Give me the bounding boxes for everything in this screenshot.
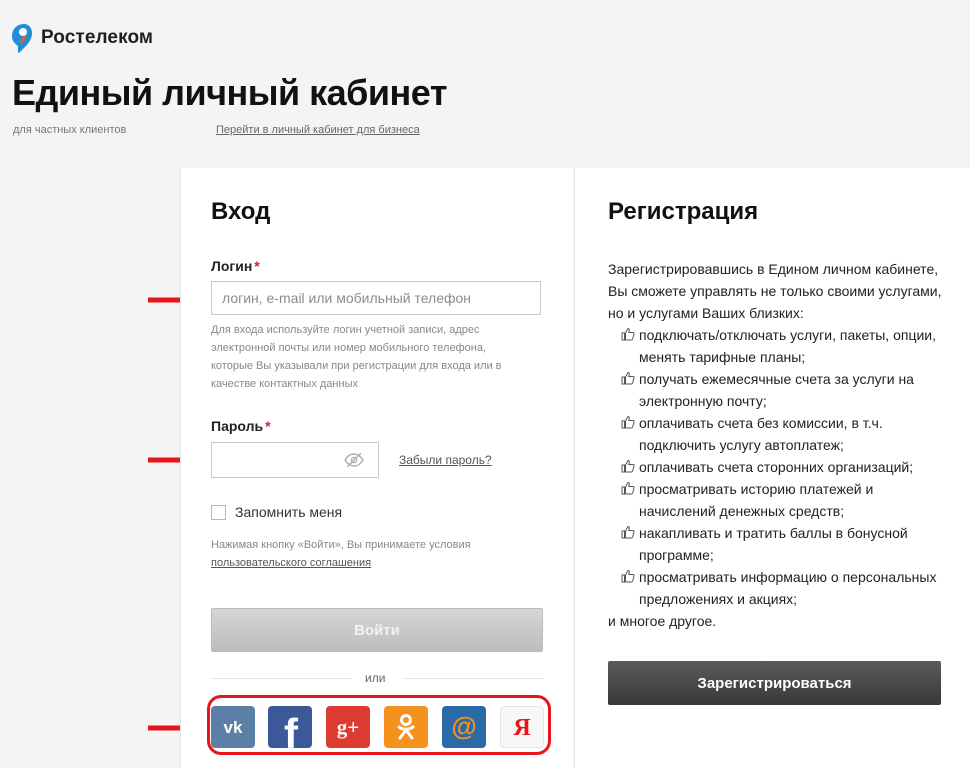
benefit-text: оплачивать счета без комиссии, в т.ч. подключить услугу автоплатеж;: [639, 415, 883, 453]
benefit-text: получать ежемесячные счета за услуги на электронную почту;: [639, 371, 914, 409]
page-subtitle: для частных клиентов: [13, 124, 127, 136]
or-divider: или: [365, 671, 386, 685]
login-button[interactable]: Войти: [211, 608, 543, 652]
svg-text:f: f: [284, 710, 298, 748]
benefit-text: просматривать историю платежей и начислений денежных средств;: [639, 481, 874, 519]
benefit-item: [621, 324, 948, 368]
google-plus-login-button[interactable]: [326, 706, 370, 748]
required-mark: *: [254, 258, 260, 274]
svg-text:g+: g+: [336, 715, 360, 739]
mail-ru-login-button[interactable]: [442, 706, 486, 748]
password-label: [211, 418, 271, 434]
registration-description: [608, 258, 948, 632]
remember-me-checkbox[interactable]: [211, 505, 226, 520]
thumbs-up-icon: [621, 371, 635, 385]
login-hint: Для входа используйте логин учетной записи, адрес электронной почты или номер мобильного телефона, которые Вы указывали при регистрации для входа или в качестве контактных данных: [211, 324, 502, 390]
login-title: Вход: [211, 198, 271, 225]
divider-line: [211, 678, 351, 679]
divider-line: [403, 678, 543, 679]
thumbs-up-icon: [621, 569, 635, 583]
vk-login-button[interactable]: [211, 706, 255, 748]
benefit-item: [621, 566, 948, 610]
vk-icon: [219, 718, 247, 736]
terms-notice: [211, 536, 541, 572]
google-plus-icon: [333, 715, 363, 739]
registration-panel: [574, 168, 970, 768]
forgot-password-link[interactable]: Забыли пароль?: [399, 453, 492, 467]
user-agreement-link[interactable]: пользовательского соглашения: [211, 557, 372, 569]
login-panel: [180, 168, 573, 768]
terms-text: Нажимая кнопку «Войти», Вы принимаете условия: [211, 539, 471, 551]
svg-text:vk: vk: [223, 718, 243, 736]
benefit-item: [621, 456, 948, 478]
odnoklassniki-icon: [396, 713, 416, 741]
thumbs-up-icon: [621, 415, 635, 429]
benefit-text: накапливать и тратить баллы в бонусной программе;: [639, 525, 908, 563]
brand-name: Ростелеком: [41, 27, 154, 48]
benefit-item: [621, 368, 948, 412]
required-mark: *: [265, 418, 271, 434]
password-field: [211, 442, 379, 478]
benefit-item: [621, 478, 948, 522]
yandex-icon: [510, 713, 534, 741]
password-input[interactable]: [212, 443, 358, 477]
eye-crossed-icon[interactable]: [344, 452, 364, 468]
thumbs-up-icon: [621, 481, 635, 495]
login-label: [211, 258, 260, 274]
benefits-list: [608, 324, 948, 610]
login-input[interactable]: [211, 281, 541, 315]
password-label-text: Пароль: [211, 418, 264, 434]
benefit-text: подключать/отключать услуги, пакеты, опции, менять тарифные планы;: [639, 327, 937, 365]
rostelecom-logo[interactable]: [10, 22, 153, 54]
mail-ru-icon: [449, 712, 479, 742]
thumbs-up-icon: [621, 327, 635, 341]
remember-me-label: Запомнить меня: [235, 504, 343, 520]
thumbs-up-icon: [621, 459, 635, 473]
svg-text:@: @: [451, 712, 477, 741]
benefit-text: оплачивать счета сторонних организаций;: [639, 459, 914, 475]
registration-title: Регистрация: [608, 198, 759, 225]
facebook-icon: [278, 710, 302, 748]
svg-text:Я: Я: [513, 715, 531, 741]
benefit-item: [621, 522, 948, 566]
page-title: Единый личный кабинет: [12, 72, 447, 113]
odnoklassniki-login-button[interactable]: [384, 706, 428, 748]
login-label-text: Логин: [211, 258, 253, 274]
rostelecom-logo-icon: [10, 22, 34, 54]
thumbs-up-icon: [621, 525, 635, 539]
register-button[interactable]: Зарегистрироваться: [608, 661, 941, 705]
facebook-login-button[interactable]: [268, 706, 312, 748]
remember-me[interactable]: [211, 504, 342, 520]
registration-intro: Зарегистрировавшись в Едином личном кабинете, Вы сможете управлять не только своими услугами, но и услугами Ваших близких:: [608, 261, 942, 321]
benefit-text: просматривать информацию о персональных предложениях и акциях;: [639, 569, 937, 607]
business-cabinet-link[interactable]: Перейти в личный кабинет для бизнеса: [216, 124, 420, 136]
yandex-login-button[interactable]: [500, 706, 544, 748]
registration-outro: и многое другое.: [608, 613, 717, 629]
benefit-item: [621, 412, 948, 456]
svg-text:ok: ok: [405, 732, 407, 733]
